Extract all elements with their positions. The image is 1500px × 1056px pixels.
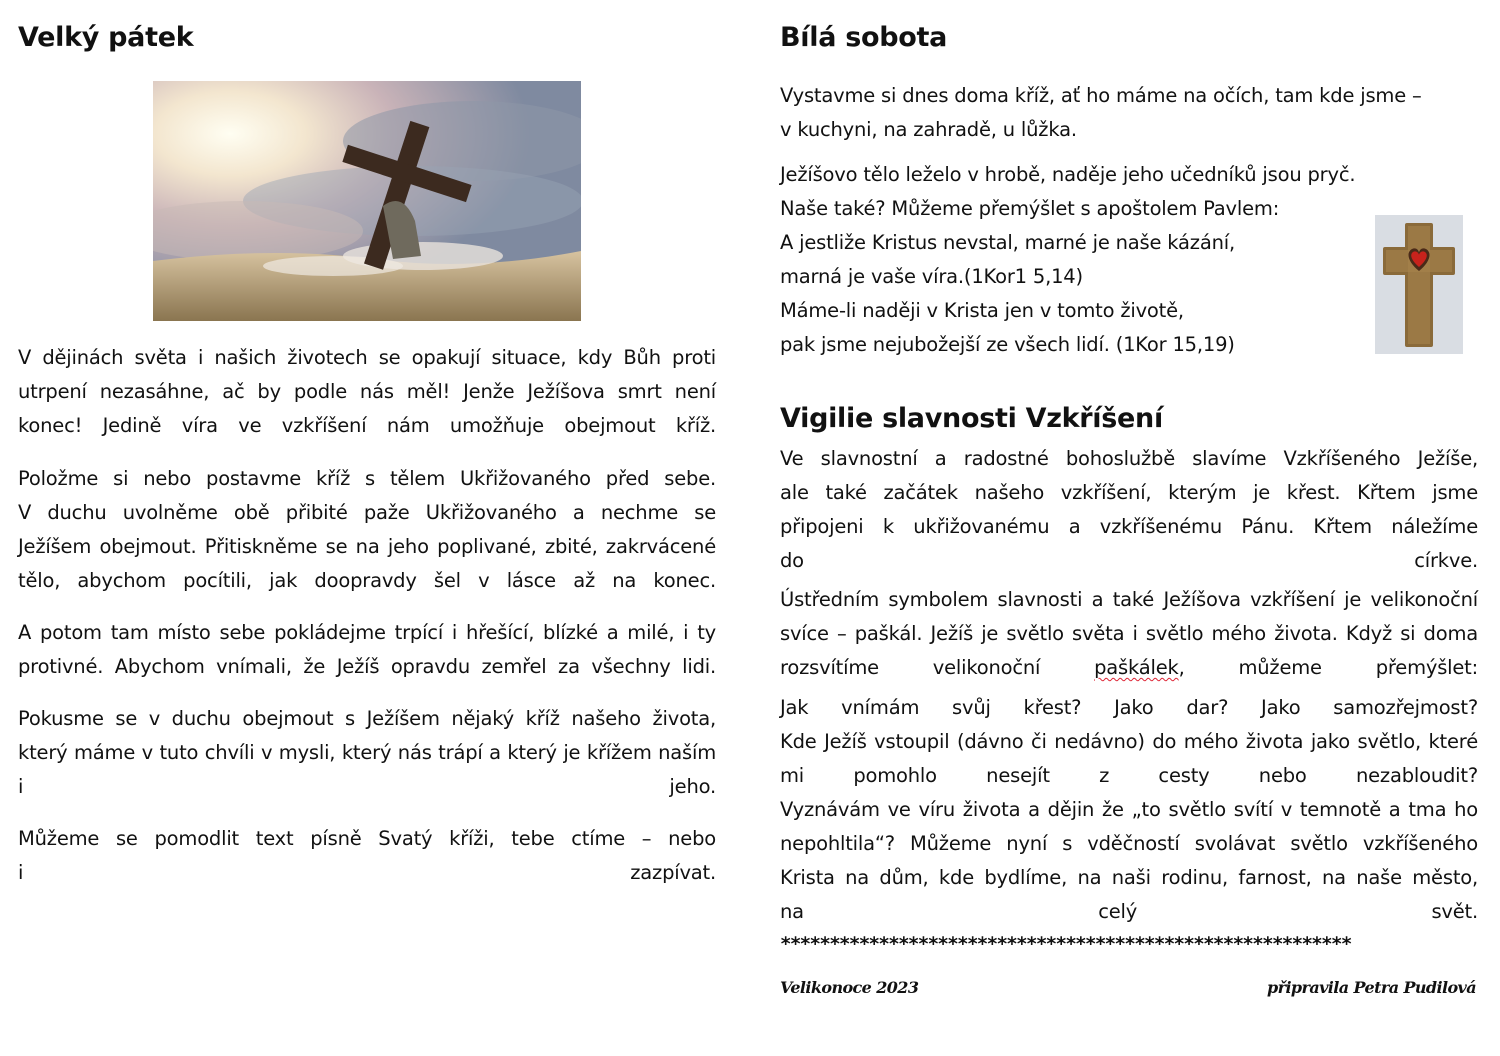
paragraph-5: Můžeme se pomodlit text písně Svatý kříži, tebe ctíme – nebo i zazpívat. bbox=[18, 827, 716, 884]
title-vigilie: Vigilie slavnosti Vzkříšení bbox=[780, 403, 1163, 434]
cross-scene-illustration bbox=[153, 81, 581, 321]
saturday-paragraph-1: Vystavme si dnes doma kříž, ať ho máme na očích, tam kde jsme – v kuchyni, na zahradě, u lůžka. bbox=[780, 84, 1422, 141]
footer-left: Velikonoce 2023 bbox=[780, 978, 919, 997]
paragraph-4: Pokusme se v duchu obejmout s Ježíšem nějaký kříž našeho života, který máme v tuto chvíli v mysli, který nás trápí a který je křížem naším i jeho. bbox=[18, 707, 716, 798]
footer-right: připravila Petra Pudilová bbox=[1267, 978, 1476, 997]
saturday-paragraph-2: Ježíšovo tělo leželo v hrobě, naděje jeho učedníků jsou pryč. Naše také? Můžeme přemýšlet s apoštolem Pavlem: A jestliže Kristus nevstal, marné je naše kázání, marná je vaše víra.(1Kor1 5,14) Máme-li naději v Krista jen v tomto životě, pak jsme nejubožejší ze všech lidí. (1Kor 15,19) bbox=[780, 163, 1356, 356]
vigil-paragraph-2: Ústředním symbolem slavnosti a také Ježíšova vzkříšení je velikonoční svíce – paškál. Ježíš je světlo světa i světlo mého života. Když si doma rozsvítíme velikonoční paškálek, můžeme přemýšlet: bbox=[780, 588, 1478, 679]
spellcheck-underlined-word: paškálek bbox=[1094, 656, 1179, 679]
asterisk-divider: ********************************************************** bbox=[780, 933, 1351, 955]
title-bila-sobota: Bílá sobota bbox=[780, 22, 948, 53]
paragraph-1: V dějinách světa i našich životech se opakují situace, kdy Bůh proti utrpení nezasáhne, ač by podle nás měl! Jenže Ježíšova smrt není konec! Jedině víra ve vzkříšení nám umožňuje obejmout kříž. bbox=[18, 346, 716, 437]
paragraph-2: Položme si nebo postavme kříž s tělem Ukřižovaného před sebe. V duchu uvolněme obě přibité paže Ukřižovaného a nechme se Ježíšem obejmout. Přitiskněme se na jeho poplivané, zbité, zakrvácené tělo, abychom pocítili, jak doopravdy šel v lásce až na konec. bbox=[18, 467, 716, 592]
cross-bearer-image bbox=[153, 81, 581, 321]
vigil-paragraph-1: Ve slavnostní a radostné bohoslužbě slavíme Vzkříšeného Ježíše, ale také začátek našeho vzkříšení, kterým je křest. Křtem jsme připojeni k ukřižovanému a vzkříšenému Pánu. Křtem náležíme do církve. bbox=[780, 447, 1478, 572]
heart-cross-image bbox=[1375, 215, 1463, 354]
vigil-questions: Jak vnímám svůj křest? Jako dar? Jako samozřejmost? Kde Ježíš vstoupil (dávno či nedávno) do mého života jako světlo, které mi pomohlo nesejít z cesty nebo nezabloudit? Vyznávám ve víru života a dějin že „to světlo svítí v temnotě a tma ho nepohltila“? Můžeme nyní s vděčností svolávat světlo vzkříšeného Krista na dům, kde bydlíme, na naši rodinu, farnost, na naše město, na celý svět. bbox=[780, 696, 1478, 923]
title-velky-patek: Velký pátek bbox=[18, 22, 194, 53]
heart-cross-icon bbox=[1375, 215, 1463, 354]
paragraph-3: A potom tam místo sebe pokládejme trpící i hřešící, blízké a milé, i ty protivné. Abychom vnímali, že Ježíš opravdu zemřel za všechny lidi. bbox=[18, 621, 716, 678]
